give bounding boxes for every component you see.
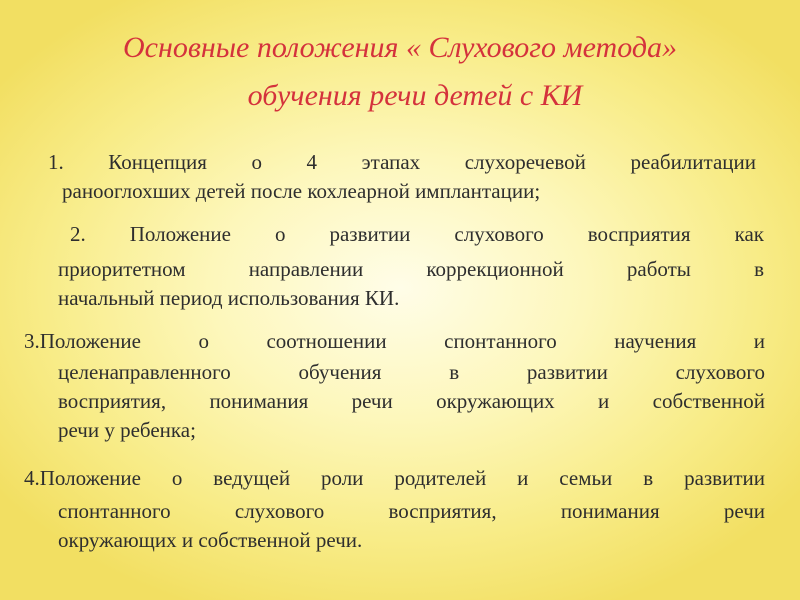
- slide-title-line-2: обучения речи детей с КИ: [247, 79, 583, 112]
- list-item-3-line-3: восприятия, понимания речи окружающих и собственной: [58, 389, 765, 413]
- list-item-2-line-2: приоритетном направлении коррекционной работы в: [58, 257, 764, 281]
- list-item-4-line-1: 4.Положение о ведущей роли родителей и семьи в развитии: [24, 466, 765, 490]
- list-item-3-line-2: целенаправленного обучения в развитии слухового: [58, 360, 765, 384]
- list-item-2-line-1: 2. Положение о развитии слухового восприятия как: [70, 222, 764, 246]
- list-item-4: [24, 464, 765, 493]
- list-item-1: [48, 148, 756, 177]
- list-item-3-line-1: 3.Положение о соотношении спонтанного научения и: [24, 329, 765, 353]
- list-item-4-line-2: спонтанного слухового восприятия, понимания речи: [58, 499, 765, 523]
- list-item-2-cont: [58, 255, 764, 313]
- slide-title-line-1: Основные положения « Слухового метода»: [122, 31, 678, 64]
- list-item-1-cont: [62, 177, 756, 206]
- list-item-2: [70, 220, 764, 249]
- list-item-3-cont: [58, 358, 765, 445]
- list-item-3-line-4: речи у ребенка;: [58, 418, 196, 442]
- list-item-2-line-3: начальный период использования КИ.: [58, 286, 400, 310]
- list-item-3: [24, 327, 765, 356]
- list-item-4-line-3: окружающих и собственной речи.: [58, 528, 363, 552]
- list-item-4-cont: [58, 497, 765, 555]
- list-item-1-line-1: 1. Концепция о 4 этапах слухоречевой реабилитации: [48, 150, 756, 174]
- list-item-1-line-2: ранооглохших детей после кохлеарной имплантации;: [62, 179, 541, 203]
